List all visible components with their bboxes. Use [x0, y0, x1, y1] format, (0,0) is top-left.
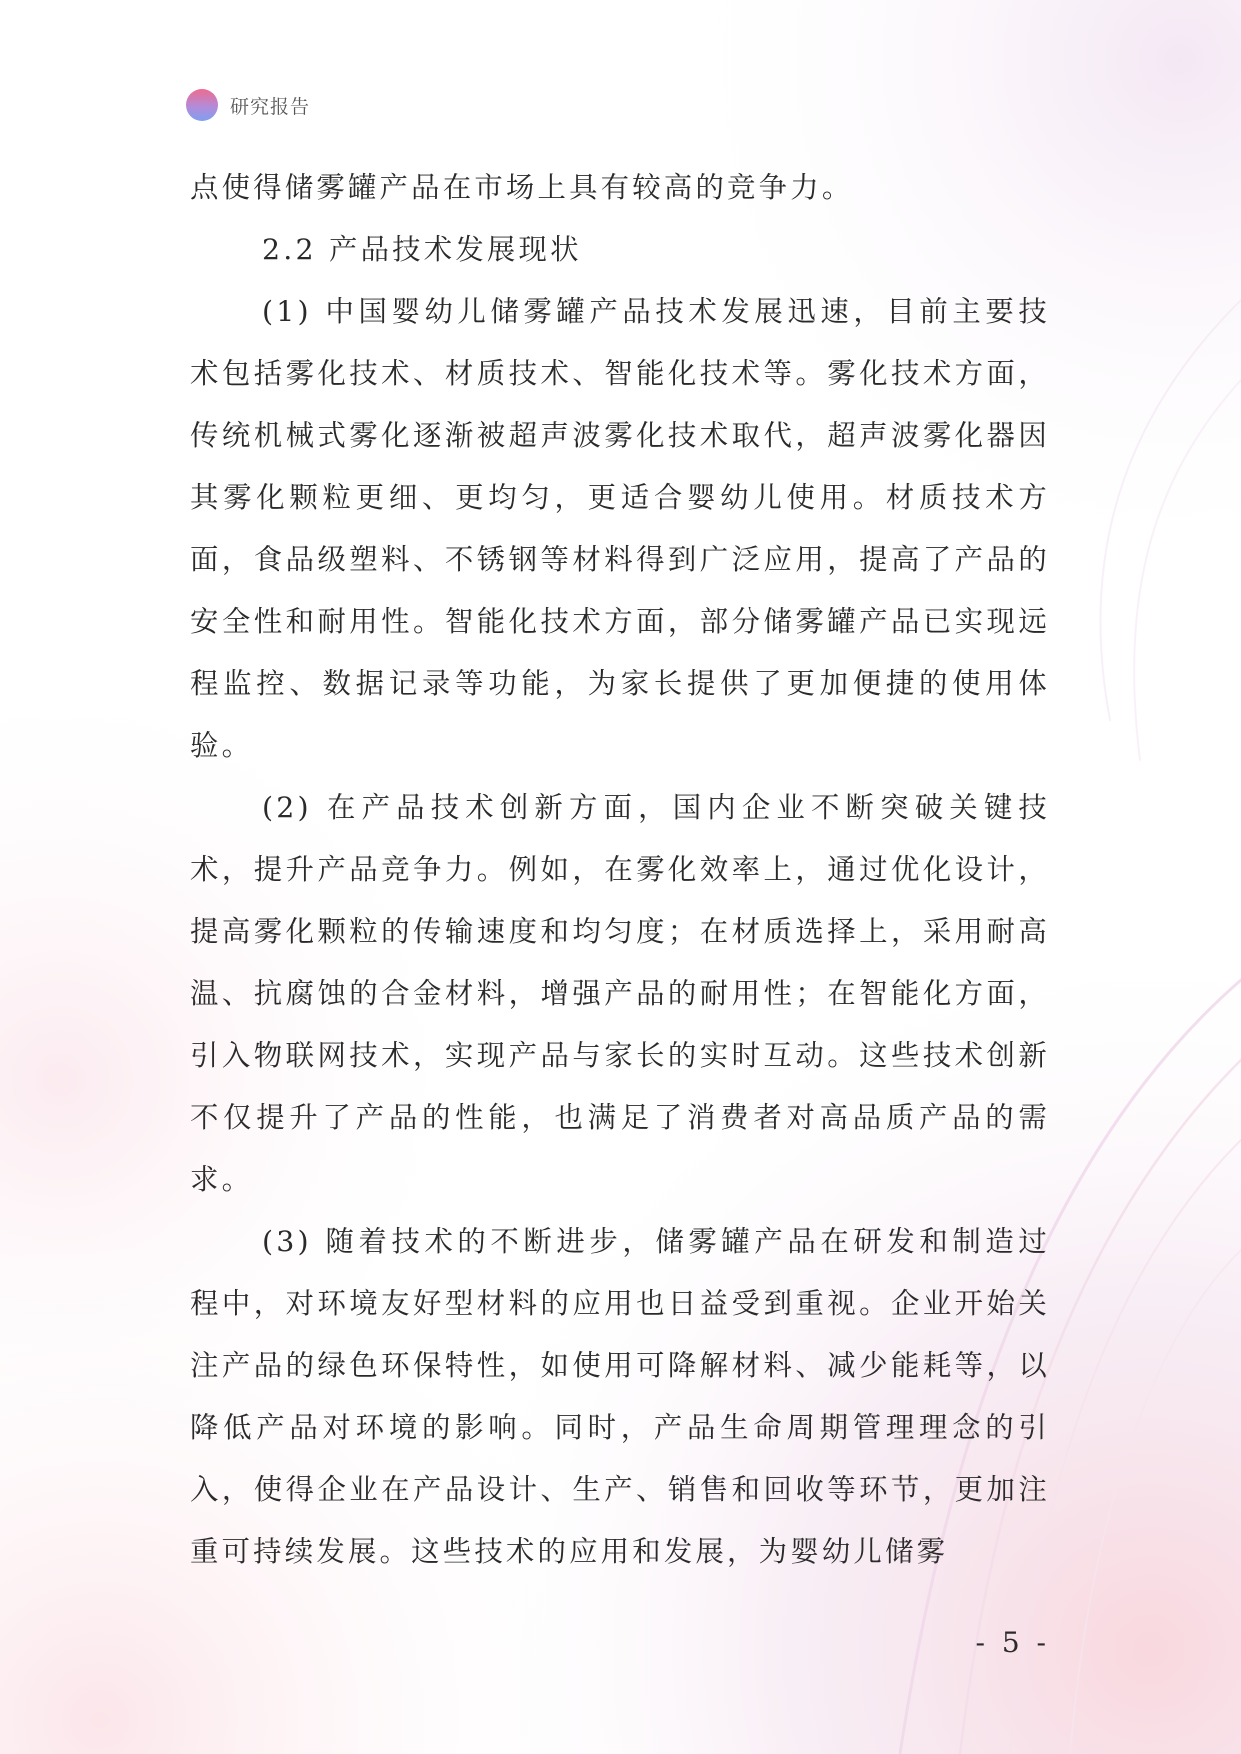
- header-label: 研究报告: [230, 95, 311, 118]
- page-number: - 5 -: [975, 1626, 1050, 1659]
- page-header: [186, 88, 310, 122]
- section-heading: 2.2 产品技术发展现状: [262, 233, 582, 266]
- paragraph: (3) 随着技术的不断进步，储雾罐产品在研发和制造过程中，对环境友好型材料的应用也日益受到重视。企业开始关注产品的绿色环保特性，如使用可降解材料、减少能耗等，以降低产品对环境的影响。同时，产品生命周期管理理念的引入，使得企业在产品设计、生产、销售和回收等环节，更加注重可持续发展。这些技术的应用和发展，为婴幼儿储雾: [190, 1225, 1050, 1568]
- paragraph: (1) 中国婴幼儿储雾罐产品技术发展迅速，目前主要技术包括雾化技术、材质技术、智能化技术等。雾化技术方面，传统机械式雾化逐渐被超声波雾化技术取代，超声波雾化器因其雾化颗粒更细、更均匀，更适合婴幼儿使用。材质技术方面，食品级塑料、不锈钢等材料得到广泛应用，提高了产品的安全性和耐用性。智能化技术方面，部分储雾罐产品已实现远程监控、数据记录等功能，为家长提供了更加便捷的使用体验。: [190, 295, 1050, 762]
- report-logo-icon: [186, 89, 218, 121]
- paragraph-continuation: 点使得储雾罐产品在市场上具有较高的竞争力。: [190, 171, 854, 204]
- paragraph: (2) 在产品技术创新方面，国内企业不断突破关键技术，提升产品竞争力。例如，在雾化效率上，通过优化设计，提高雾化颗粒的传输速度和均匀度；在材质选择上，采用耐高温、抗腐蚀的合金材料，增强产品的耐用性；在智能化方面，引入物联网技术，实现产品与家长的实时互动。这些技术创新不仅提升了产品的性能，也满足了消费者对高品质产品的需求。: [190, 791, 1050, 1196]
- report-body: [190, 157, 1050, 1583]
